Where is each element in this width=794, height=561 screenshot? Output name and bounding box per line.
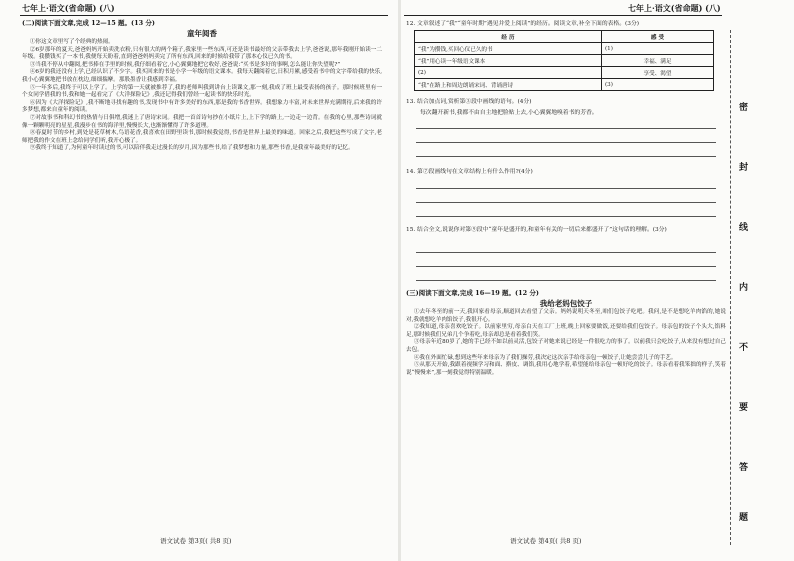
table-row xyxy=(415,79,714,91)
table-cell-feeling: (3) xyxy=(602,79,714,91)
table-row xyxy=(415,67,714,79)
table-header-experience: 经 历 xyxy=(415,31,602,43)
left-footer: 语文试卷 第3页( 共8 页) xyxy=(160,537,232,545)
seal-labels xyxy=(735,40,755,540)
question-13: 13. 结合加点词,赏析第③段中画线的语句。(4分) xyxy=(406,99,532,105)
table-cell-feeling: 享受、渴望 xyxy=(602,67,714,79)
table-cell-experience: (2) xyxy=(415,67,602,79)
paragraph: ②我知道,母亲喜欢吃饺子。以前家里穷,母亲白天在工厂上班,晚上回家要做饭,还要给我们包饺子。母亲包的饺子个头大,馅料足,那时候我们兄弟几个争着吃,母亲却总是看着我们笑。 xyxy=(406,324,726,338)
answer-line[interactable] xyxy=(416,280,716,281)
table-header-feeling: 感 受 xyxy=(602,31,714,43)
answer-line[interactable] xyxy=(416,128,716,129)
table-cell-experience: “我”用心读一年级语文课本 xyxy=(415,55,602,67)
seal-char: 答 xyxy=(739,463,749,473)
paragraph: ⑥因为《大洋探险记》,我不断地寻找有趣的书,发现书中有许多美好的东西,那是我的书香世界。我想象力丰富,对未来世界充满期待,后来我的许多梦想,都来自童年的阅读。 xyxy=(22,99,382,114)
table-row xyxy=(415,55,714,67)
question-15: 15. 结合全文,说说你对第⑨段中“童年是盛开的,和童年有关的一切后来都盛开了”这句话的理解。(3分) xyxy=(406,227,667,233)
answer-line[interactable] xyxy=(416,266,716,267)
paragraph: ⑦对故事书和科幻书的热情与日俱增,我迷上了唐诗宋词。我把一首首诗句抄在小纸片上,上下学的路上,一边走一边背。在我的心里,那些诗词就像一颗颗明亮的星星,我漫步在书的海洋里,慢慢长大,也渐渐懂得了许多道理。 xyxy=(22,114,382,129)
table-cell-experience: “我”在路上和周边朗诵宋词、背诵唐诗 xyxy=(415,79,602,91)
seal-char: 要 xyxy=(739,403,749,413)
paragraph: ⑤从那天开始,我跟着视频学习和面、擀皮、调馅,我用心地学着,希望能给母亲包一顿好吃的饺子。母亲看着我笨拙的样子,笑着说“慢慢来”,那一刻我觉得特别温暖。 xyxy=(406,362,726,376)
paragraph: ①你这文章里写了个经典的热闹。 xyxy=(29,39,114,45)
paragraph: ④我在外面忙碌,想到这些年来母亲为了我们操劳,我决定这次亲手给母亲包一顿饺子,让她尝尝儿子的手艺。 xyxy=(413,354,677,361)
answer-line[interactable] xyxy=(416,216,716,217)
question-14: 14. 第⑦段画线句在文章结构上有什么作用?(4分) xyxy=(406,169,533,175)
paragraph: ⑨我终于知道了,为何童年时读过的书,可以陪伴我走过漫长的岁月,因为那些书,给了我梦想和力量,那些书香,是我童年最美好的记忆。 xyxy=(29,145,354,152)
right-footer: 语文试卷 第4页( 共8 页) xyxy=(510,537,582,545)
table-row xyxy=(415,43,714,55)
left-article xyxy=(22,19,382,153)
answer-line[interactable] xyxy=(416,156,716,157)
right-header: 七年上·语文(省命题) (八) xyxy=(628,3,721,13)
paragraph: ③当我不停从中翻阅,把书捧在手里的时候,我仔细看着它,小心翼翼地把它收好,爸爸说:“买书是多好的事啊,怎么能让你失望呢?” xyxy=(29,61,341,68)
table-cell-experience: “我”为攒钱,买回心仪已久的书 xyxy=(415,43,602,55)
answer-line[interactable] xyxy=(416,202,716,203)
answer-line[interactable] xyxy=(416,142,716,143)
paragraph: ⑤一年多后,我终于可以上学了。上学的第一天就被推荐了,我的老师叫我到讲台上读课文,那一刻,我成了班上最受表扬的孩子。那时候班里有一个女同学借我的书,我和她一起看完了《大洋探险记》,我还记得我们曾经一起读书的快乐时光。 xyxy=(22,84,382,99)
section-heading-3: (三)阅读下面文章,完成 16—19 题。(12 分) xyxy=(406,289,539,297)
left-header-rule xyxy=(20,15,388,16)
article2-title: 我给老妈包饺子 xyxy=(539,299,593,308)
seal-char: 不 xyxy=(739,343,749,353)
paragraph: ⑧春夏时节的乡村,到处是花草树木,鸟语花香,我喜欢在田野里读书,那时候我觉得,书香是世界上最美的味道。回家之后,我把这些写成了文字,老师把我的作文在班上念给同学们听,我开心极了。 xyxy=(22,130,382,144)
section-heading: (二)阅读下面文章,完成 12—15 题。(13 分) xyxy=(22,19,155,27)
question-12: 12. 文章叙述了“我”“童年时期”遇见并爱上阅读”的经历。阅读文章,补全下面的表格。(3分) xyxy=(406,21,640,27)
paragraph: ④6岁的我还没有上学,已经认识了不少字。我买回来的书是小学一年级的语文课本。我每天翻阅着它,日积月累,感受着书中的文字带给我的快乐,我小心翼翼地把书放在枕边,细细揣摩。那股墨香让我感到幸福。 xyxy=(22,69,382,83)
seal-char: 密 xyxy=(739,103,749,113)
answer-line[interactable] xyxy=(416,252,716,253)
seal-char: 封 xyxy=(739,163,749,173)
question-12-table xyxy=(414,30,714,91)
seal-line xyxy=(730,30,731,545)
paragraph: ③母亲年近80岁了,她的手已经不如以前灵活,包饺子对她来说已经是一件很吃力的事了。以前我只会吃饺子,从来没有想过自己去包。 xyxy=(406,339,726,353)
left-header: 七年上·语文(省命题) (八) xyxy=(22,3,115,13)
seal-char: 线 xyxy=(739,223,749,233)
seal-char: 题 xyxy=(739,513,749,523)
right-article xyxy=(406,289,726,377)
table-cell-feeling: 幸福、满足 xyxy=(602,55,714,67)
seal-char: 内 xyxy=(739,283,749,293)
paragraph: ②6岁那年的夏天,爸爸妈妈开始卖洗衣粉,只有很大的两个箱子,我家里一些东西,可还是读书最好的父亲带我去上学,爸爸说,那年我刚开始读一二年级。我攒钱买了一本书,我便每天盼着,直到爸爸妈妈卖完了所有东西,回来的时候给我带了那本心仪已久的书。 xyxy=(22,46,382,61)
question-13-quote: 每次翻开新书,我都不由自主地把脸贴上去,小心翼翼地嗅着书的芳香。 xyxy=(420,110,598,116)
right-header-rule xyxy=(404,15,722,16)
paragraph: ①去年冬至的前一天,我回家看母亲,顺道回去看望了父亲。妈妈说明天冬至,咱们包饺子吃吧。我问,是不是想吃羊肉馅的,她说对,我就想吃羊肉馅饺子,我很开心。 xyxy=(406,309,726,323)
answer-line[interactable] xyxy=(416,188,716,189)
table-cell-feeling: (1) xyxy=(602,43,714,55)
article-title: 童年阅香 xyxy=(187,29,217,38)
